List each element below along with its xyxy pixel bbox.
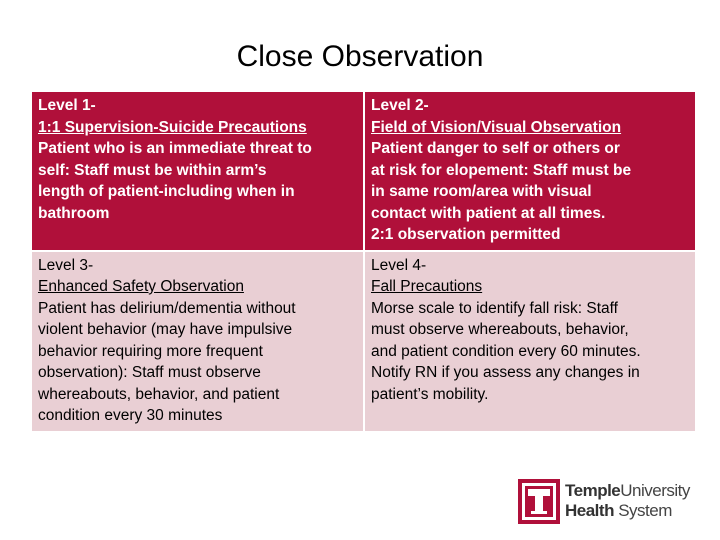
level-3-line: observation): Staff must observe (38, 364, 261, 381)
level-4-heading: Level 4- (371, 256, 427, 274)
level-2-line: contact with patient at all times. (371, 204, 606, 222)
level-1-line: length of patient-including when in (38, 183, 295, 200)
level-2-subtitle: Field of Vision/Visual Observation (371, 118, 622, 136)
level-3-line: condition every 30 minutes (38, 407, 223, 424)
level-3-line: violent behavior (may have impulsive (38, 321, 293, 338)
level-4-line: and patient condition every 60 minutes. (371, 342, 641, 360)
level-2-line: in same room/area with visual (371, 183, 592, 200)
level-4-subtitle: Fall Precautions (371, 278, 483, 295)
level-4-line: Notify RN if you assess any changes in (371, 364, 640, 381)
level-2-cell (364, 91, 696, 251)
level-2-heading: Level 2- (371, 97, 429, 114)
logo-word: System (618, 501, 672, 520)
level-4-line: Morse scale to identify fall risk: Staff (371, 299, 618, 317)
level-3-line: Patient has delirium/dementia without (38, 299, 296, 317)
temple-t-logo-icon (518, 479, 560, 524)
level-1-cell (31, 91, 364, 251)
level-1-subtitle: 1:1 Supervision-Suicide Precautions (38, 118, 307, 136)
logo-word: Health (565, 501, 614, 520)
level-3-line: whereabouts, behavior, and patient (38, 385, 280, 403)
level-4-line: must observe whereabouts, behavior, (371, 321, 629, 338)
level-3-heading: Level 3- (38, 256, 94, 274)
slide-title: Close Observation (236, 40, 484, 73)
level-2-line: 2:1 observation permitted (371, 226, 561, 243)
logo-word: University (620, 481, 690, 500)
logo-word: Temple (565, 481, 621, 500)
level-4-line: patient’s mobility. (371, 385, 489, 403)
level-3-line: behavior requiring more frequent (38, 342, 263, 360)
level-2-line: at risk for elopement: Staff must be (371, 161, 632, 179)
observation-levels-table (30, 90, 697, 433)
logo-wordmark (565, 481, 690, 521)
level-1-line: Patient who is an immediate threat to (38, 140, 312, 157)
temple-health-logo (518, 479, 698, 524)
table-row (31, 91, 696, 251)
level-3-subtitle: Enhanced Safety Observation (38, 278, 244, 295)
level-1-line: bathroom (38, 204, 110, 222)
level-4-cell (364, 251, 696, 432)
level-1-line: self: Staff must be within arm’s (38, 161, 267, 179)
level-3-cell (31, 251, 364, 432)
level-2-line: Patient danger to self or others or (371, 140, 620, 157)
level-1-heading: Level 1- (38, 97, 96, 114)
table-row (31, 251, 696, 432)
